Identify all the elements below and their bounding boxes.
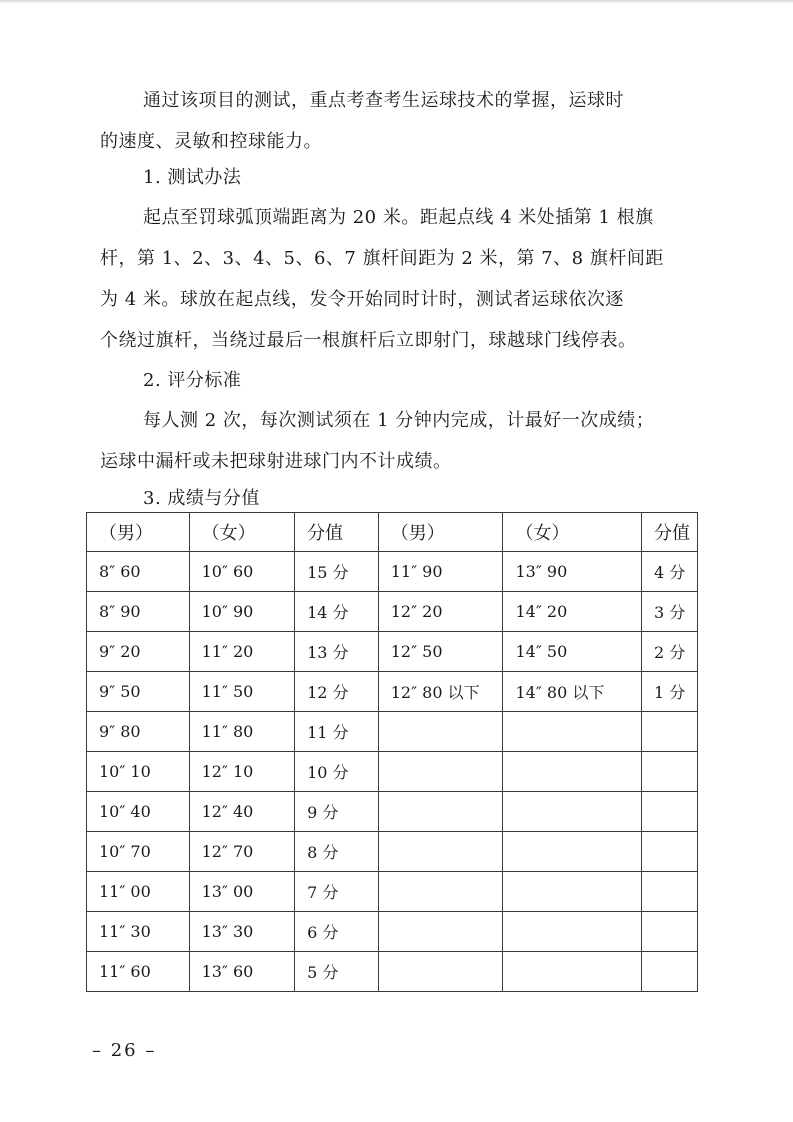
table-cell	[642, 832, 698, 872]
table-cell: 12″ 50	[378, 632, 503, 672]
section-1-line-1: 起点至罚球弧顶端距离为 20 米。距起点线 4 米处插第 1 根旗	[143, 207, 654, 228]
table-header-row	[87, 513, 698, 552]
table-cell	[642, 952, 698, 992]
table-cell	[503, 792, 642, 832]
table-cell: 11 分	[295, 712, 379, 752]
table-cell: 14″ 80 以下	[503, 672, 642, 712]
table-cell: 14″ 20	[503, 592, 642, 632]
table-cell: 13 分	[295, 632, 379, 672]
section-2-heading: 2. 评分标准	[143, 370, 242, 391]
table-cell: 2 分	[642, 632, 698, 672]
table-cell: 7 分	[295, 872, 379, 912]
table-cell	[503, 912, 642, 952]
table-cell: 1 分	[642, 672, 698, 712]
table-cell	[503, 712, 642, 752]
table-cell	[642, 752, 698, 792]
table-cell: 12″ 40	[189, 792, 295, 832]
section-1-line-3: 为 4 米。球放在起点线，发令开始同时计时，测试者运球依次逐	[100, 289, 624, 310]
table-cell: 8″ 60	[87, 552, 190, 592]
table-cell: 11″ 30	[87, 912, 190, 952]
table-cell	[378, 752, 503, 792]
table-cell: 15 分	[295, 552, 379, 592]
intro-line-2: 的速度、灵敏和控球能力。	[100, 131, 322, 152]
table-row	[87, 592, 698, 632]
table-row	[87, 832, 698, 872]
table-cell: 10″ 60	[189, 552, 295, 592]
table-cell	[378, 912, 503, 952]
table-cell: 11″ 80	[189, 712, 295, 752]
table-row	[87, 672, 698, 712]
table-cell	[642, 912, 698, 952]
table-cell: 9″ 20	[87, 632, 190, 672]
table-cell: 12″ 20	[378, 592, 503, 632]
table-row	[87, 712, 698, 752]
table-cell	[378, 712, 503, 752]
table-cell: 11″ 50	[189, 672, 295, 712]
section-2-line-2: 运球中漏杆或未把球射进球门内不计成绩。	[100, 451, 452, 472]
score-table	[86, 512, 698, 992]
table-cell: 10″ 40	[87, 792, 190, 832]
table-row	[87, 632, 698, 672]
table-cell: 14 分	[295, 592, 379, 632]
table-row	[87, 752, 698, 792]
table-cell: 14″ 50	[503, 632, 642, 672]
table-cell	[503, 872, 642, 912]
table-row	[87, 872, 698, 912]
table-row	[87, 912, 698, 952]
table-cell: 10 分	[295, 752, 379, 792]
table-cell	[642, 872, 698, 912]
table-cell: 13″ 00	[189, 872, 295, 912]
header-score-2: 分值	[642, 513, 698, 552]
table-cell	[642, 792, 698, 832]
header-male-1: （男）	[87, 513, 190, 552]
page-number: – 26 –	[92, 1040, 157, 1061]
table-cell	[378, 952, 503, 992]
table-cell: 12 分	[295, 672, 379, 712]
section-3-heading: 3. 成绩与分值	[143, 488, 260, 509]
table-cell	[503, 752, 642, 792]
table-cell: 12″ 80 以下	[378, 672, 503, 712]
table-cell: 10″ 70	[87, 832, 190, 872]
table-cell: 9″ 80	[87, 712, 190, 752]
header-female-2: （女）	[503, 513, 642, 552]
table-cell: 12″ 70	[189, 832, 295, 872]
table-cell: 9″ 50	[87, 672, 190, 712]
table-cell	[378, 872, 503, 912]
table-cell: 13″ 60	[189, 952, 295, 992]
section-2-line-1: 每人测 2 次，每次测试须在 1 分钟内完成，计最好一次成绩；	[143, 410, 655, 431]
table-cell: 11″ 60	[87, 952, 190, 992]
table-cell: 11″ 00	[87, 872, 190, 912]
section-1-heading: 1. 测试办法	[143, 167, 242, 188]
table-cell	[642, 712, 698, 752]
table-cell: 5 分	[295, 952, 379, 992]
table-cell: 11″ 20	[189, 632, 295, 672]
header-score-1: 分值	[295, 513, 379, 552]
intro-line-1: 通过该项目的测试，重点考查考生运球技术的掌握，运球时	[143, 90, 624, 111]
table-cell: 6 分	[295, 912, 379, 952]
table-cell	[503, 832, 642, 872]
table-cell: 4 分	[642, 552, 698, 592]
table-row	[87, 552, 698, 592]
table-cell: 13″ 90	[503, 552, 642, 592]
table-cell	[503, 952, 642, 992]
table-cell: 13″ 30	[189, 912, 295, 952]
header-male-2: （男）	[378, 513, 503, 552]
table-cell: 3 分	[642, 592, 698, 632]
table-cell: 10″ 10	[87, 752, 190, 792]
table-cell: 11″ 90	[378, 552, 503, 592]
table-cell: 9 分	[295, 792, 379, 832]
table-cell	[378, 792, 503, 832]
table-cell	[378, 832, 503, 872]
header-female-1: （女）	[189, 513, 295, 552]
table-cell: 10″ 90	[189, 592, 295, 632]
section-1-line-4: 个绕过旗杆，当绕过最后一根旗杆后立即射门，球越球门线停表。	[100, 330, 637, 351]
table-cell: 12″ 10	[189, 752, 295, 792]
section-1-line-2: 杆，第 1、2、3、4、5、6、7 旗杆间距为 2 米，第 7、8 旗杆间距	[100, 248, 664, 269]
table-cell: 8″ 90	[87, 592, 190, 632]
table-row	[87, 952, 698, 992]
scan-edge	[0, 0, 793, 4]
table-row	[87, 792, 698, 832]
table-cell: 8 分	[295, 832, 379, 872]
